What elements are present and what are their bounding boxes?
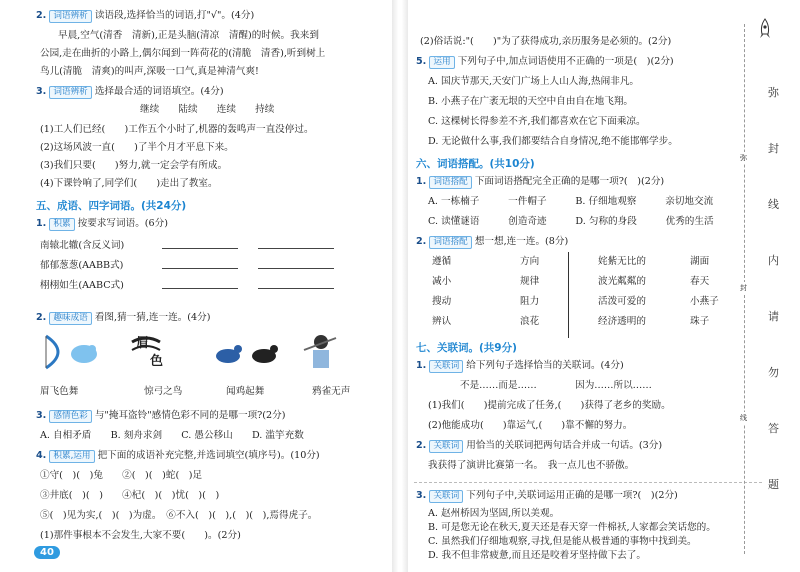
fill-sentence: (4)下课铃响了,同学们( )走出了教室。: [40, 178, 218, 189]
choice-option[interactable]: D. 我不但非常疲惫,而且还是咬着牙坚持做下去了。: [428, 550, 646, 561]
right-q5: [416, 56, 674, 69]
right-q62: [416, 236, 568, 249]
answer-line[interactable]: [258, 288, 334, 289]
question-number: 3.: [36, 86, 47, 97]
question-number: 5.: [416, 56, 427, 67]
answer-line[interactable]: [414, 482, 762, 483]
match-word[interactable]: 方向: [520, 256, 540, 267]
question-number: 1.: [36, 218, 47, 229]
left-q3: [36, 86, 224, 99]
seal-char: 勿: [768, 366, 779, 379]
seal-char: 封: [768, 142, 779, 155]
left-q1: [36, 218, 168, 231]
question-text: 下面词语搭配完全正确的是哪一项?( )(2分): [474, 176, 665, 187]
question-tag: 词语搭配: [429, 176, 471, 189]
question-tag: 积累: [49, 218, 74, 231]
match-word[interactable]: 波光粼粼的: [598, 276, 646, 287]
answer-line[interactable]: [162, 268, 238, 269]
sentence-pair: 我获得了演讲比赛第一名。 我一点儿也不骄傲。: [428, 460, 635, 471]
question-number: 2.: [416, 440, 427, 451]
question-number: 4.: [36, 450, 47, 461]
question-text: 下列句子中,关联词运用正确的是哪一项?( )(2分): [466, 490, 678, 501]
match-word[interactable]: 珠子: [690, 316, 710, 327]
left-q4: [36, 450, 320, 463]
column-divider: [568, 252, 569, 338]
question-text: 下列句子中,加点词语使用不正确的一项是( )(2分): [457, 56, 674, 67]
question-text: 看图,猜一猜,连一连。(4分): [94, 312, 211, 323]
picture-char: 色: [150, 354, 164, 369]
question-tag: 关联词: [429, 440, 463, 453]
fill-sentence: (2)他能成功( )靠运气,( )靠不懈的努力。: [428, 420, 633, 431]
answer-line[interactable]: [162, 248, 238, 249]
question-tag: 词语辨析: [49, 10, 91, 23]
continued-sentence: (2)俗话说:"( )"为了获得成功,亲历服务是必须的。(2分): [420, 36, 672, 47]
left-q3b: [36, 410, 286, 423]
task-label: 栩栩如生(AABC式): [40, 280, 124, 291]
passage-line: 公园,走在曲折的小路上,偶尔闻到一阵荷花的(清脆 清香),听到树上: [40, 48, 326, 59]
question-tag: 趣味成语: [49, 312, 91, 325]
bow-bird-picture: [40, 332, 102, 372]
idiom-option[interactable]: 惊弓之鸟: [144, 386, 183, 397]
idiom-row: ①守( )( )兔 ②( )( )蛇( )足: [40, 470, 203, 481]
birds-picture: [208, 336, 284, 372]
choice-option[interactable]: D. 无论做什么事,我们都要结合自身情况,绝不能邯郸学步。: [428, 136, 678, 147]
choice-option[interactable]: B. 小燕子在广袤无垠的天空中自由自在地飞翔。: [428, 96, 634, 107]
match-word[interactable]: 姹紫无比的: [598, 256, 646, 267]
right-q73: [416, 490, 678, 503]
question-text: 选择最合适的词语填空。(4分): [94, 86, 224, 97]
match-word[interactable]: 规律: [520, 276, 540, 287]
question-tag: 词语辨析: [49, 86, 91, 99]
question-number: 2.: [36, 312, 47, 323]
seal-char: 答: [768, 422, 779, 435]
seal-char: 请: [768, 310, 779, 323]
right-q72: [416, 440, 662, 453]
seal-column: [760, 0, 800, 572]
conjunction-options: 不是……而是…… 因为……所以……: [460, 380, 652, 391]
match-word[interactable]: 遵循: [432, 256, 452, 267]
word-bank: 继续 陆续 连续 持续: [140, 104, 275, 115]
right-q61: [416, 176, 664, 189]
match-word[interactable]: 搜动: [432, 296, 452, 307]
match-word[interactable]: 阻力: [520, 296, 540, 307]
choice-options[interactable]: A. 自相矛盾 B. 刻舟求剑 C. 愚公移山 D. 滥竽充数: [40, 430, 304, 441]
answer-line[interactable]: [258, 268, 334, 269]
seal-small-char: 弥: [740, 154, 747, 162]
question-number: 3.: [36, 410, 47, 421]
match-word[interactable]: 小燕子: [690, 296, 719, 307]
picture-char: 眉: [136, 336, 150, 351]
question-tag: 感情色彩: [49, 410, 91, 423]
word-task-row: [40, 240, 124, 252]
idiom-option[interactable]: 鸦雀无声: [312, 386, 351, 397]
seal-small-char: 线: [740, 414, 747, 422]
section-heading: 七、关联词。(共9分): [416, 342, 517, 354]
fill-sentence: (2)这场风波一直( )了半个月才平息下来。: [40, 142, 234, 153]
idiom-option[interactable]: 眉飞色舞: [40, 386, 79, 397]
question-text: 想一想,连一连。(8分): [474, 236, 569, 247]
choice-row[interactable]: A. 一栋楠子 一件帽子 B. 仔细地观察 亲切地交流: [428, 196, 714, 207]
question-tag: 词语搭配: [429, 236, 471, 249]
idiom-row: ⑤( )见为实,( )( )为虚。 ⑥不入( )( ),( )( ),焉得虎子。: [40, 510, 318, 521]
idiom-row: (1)那件事根本不会发生,大家不要( )。(2分): [40, 530, 241, 541]
answer-line[interactable]: [258, 248, 334, 249]
left-q2: [36, 10, 254, 23]
idiom-option[interactable]: 闻鸡起舞: [226, 386, 265, 397]
question-text: 按要求写词语。(6分): [77, 218, 168, 229]
choice-option[interactable]: C. 虽然我们仔细地观察,寻找,但是能从极普通的事物中找到美。: [428, 536, 697, 547]
left-q2b: [36, 312, 210, 325]
question-text: 读语段,选择恰当的词语,打"√"。(4分): [94, 10, 255, 21]
fill-sentence: (1)工人们已经( )工作五个小时了,机器的轰鸣声一直没停过。: [40, 124, 314, 135]
fill-sentence: (1)我们( )提前完成了任务,( )获得了老乡的奖励。: [428, 400, 671, 411]
question-text: 与"掩耳盗铃"感情色彩不同的是哪一项?(2分): [94, 410, 286, 421]
match-word[interactable]: 湖面: [690, 256, 710, 267]
fill-sentence: (3)我们只要( )努力,就一定会学有所成。: [40, 160, 228, 171]
warrior-picture: [296, 330, 346, 380]
passage-line: 鸟儿(清脆 清爽)的叫声,深吸一口气,真是神清气爽!: [40, 66, 259, 77]
right-q71: [416, 360, 624, 373]
question-text: 把下面的成语补充完整,并选词填空(填序号)。(10分): [97, 450, 320, 461]
match-word[interactable]: 春天: [690, 276, 710, 287]
question-tag: 积累,运用: [49, 450, 94, 463]
question-number: 3.: [416, 490, 427, 501]
question-tag: 关联词: [429, 490, 463, 503]
question-tag: 运用: [429, 56, 454, 69]
book-gutter: [392, 0, 408, 572]
match-word[interactable]: 减小: [432, 276, 452, 287]
match-word[interactable]: 经济透明的: [598, 316, 646, 327]
choice-option[interactable]: A. 赵州桥因为坚固,所以美观。: [428, 508, 560, 519]
match-word[interactable]: 浪花: [520, 316, 540, 327]
question-number: 1.: [416, 176, 427, 187]
seal-char: 弥: [768, 86, 779, 99]
seal-char: 内: [768, 254, 779, 267]
choice-option[interactable]: A. 国庆节那天,天安门广场上人山人海,热闹非凡。: [428, 76, 640, 87]
seal-small-char: 封: [740, 284, 747, 292]
question-number: 2.: [36, 10, 47, 21]
choice-row[interactable]: C. 读懂谜语 创造奇迹 D. 匀称的身段 优秀的生活: [428, 216, 714, 227]
passage-line: 早晨,空气(清香 清新),正是头脑(清凉 清醒)的时候。我来到: [58, 30, 319, 41]
seal-char: 线: [768, 198, 779, 211]
choice-option[interactable]: C. 这棵树长得参差不齐,我们都喜欢在它下面乘凉。: [428, 116, 646, 127]
task-label: 郁郁葱葱(AABB式): [40, 260, 124, 271]
match-word[interactable]: 活泼可爱的: [598, 296, 646, 307]
question-text: 给下列句子选择恰当的关联词。(4分): [466, 360, 624, 371]
question-number: 2.: [416, 236, 427, 247]
question-number: 1.: [416, 360, 427, 371]
answer-line[interactable]: [162, 288, 238, 289]
section-heading: 六、词语搭配。(共10分): [416, 158, 535, 170]
question-tag: 关联词: [429, 360, 463, 373]
idiom-row: ③井底( )( ) ④杞( )( )忧( )( ): [40, 490, 220, 501]
choice-option[interactable]: B. 可是您无论在秋天,夏天还是春天穿一件棉袄,人家都会笑话您的。: [428, 522, 716, 533]
match-word[interactable]: 辨认: [432, 316, 452, 327]
task-label: 南辕北辙(含反义词): [40, 240, 125, 251]
seal-char: 题: [768, 478, 779, 491]
section-heading: 五、成语、四字词语。(共24分): [36, 200, 187, 212]
question-text: 用恰当的关联词把两句话合并成一句话。(3分): [466, 440, 663, 451]
page-number: 40: [34, 546, 60, 559]
